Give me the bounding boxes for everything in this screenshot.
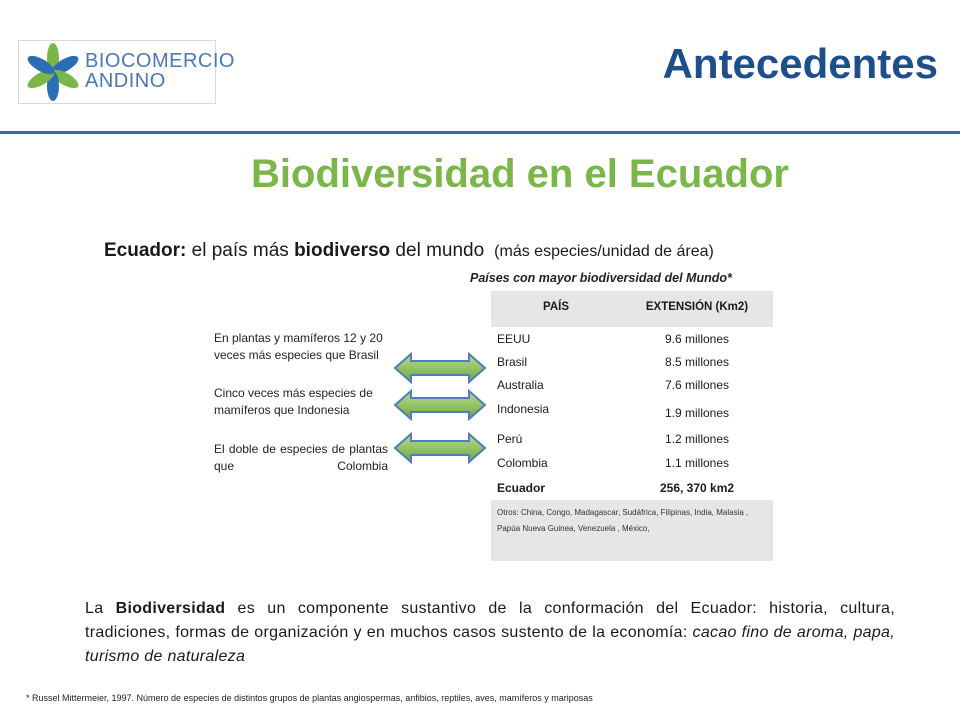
table-row [491, 355, 773, 375]
row-country: Indonesia [497, 402, 550, 416]
footnote: * Russel Mittermeier, 1997. Número de especies de distintos grupos de plantas angiospermas, anfibios, reptiles, aves, mamíferos y mariposas [26, 693, 593, 703]
table-row [491, 332, 773, 352]
header-country: PAÍS [543, 301, 569, 313]
table-row [491, 456, 773, 476]
logo-line-2: ANDINO [85, 70, 166, 92]
logo-text [85, 51, 235, 91]
row-country: Brasil [497, 355, 528, 369]
header-extent: EXTENSIÓN (Km2) [645, 301, 749, 313]
subtitle-note: (más especies/unidad de área) [494, 243, 714, 260]
paragraph-italic: cacao fino de aroma, papa, turismo de naturaleza [85, 624, 895, 665]
fact-indonesia: Cinco veces más especies de mamíferos que Indonesia [214, 386, 373, 417]
row-extent: 7.6 millones [664, 378, 730, 392]
row-country: Colombia [497, 456, 548, 470]
header-divider [0, 131, 960, 134]
row-extent: 1.2 millones [664, 432, 730, 446]
subtitle-bold: biodiverso [294, 240, 391, 261]
row-extent: 8.5 millones [664, 355, 730, 369]
subtitle-text-after: del mundo [390, 240, 485, 261]
row-country: Australia [497, 378, 544, 392]
double-arrow-icon [393, 388, 487, 422]
subtitle-text-before: el país más [186, 240, 295, 261]
double-arrow-icon [393, 351, 487, 385]
paragraph-part-1: La [85, 600, 116, 617]
paragraph-bold: Biodiversidad [115, 600, 226, 617]
section-title: Biodiversidad en el Ecuador [251, 152, 789, 196]
logo-line-1: BIOCOMERCIO [85, 50, 235, 72]
double-arrow-icon [393, 431, 487, 465]
biodiversity-table [491, 291, 773, 561]
row-country: EEUU [497, 332, 531, 346]
subtitle [104, 240, 714, 262]
table-row [491, 378, 773, 398]
others-text: Otros: China, Congo, Madagascar, Sudáfrica, Filipinas, India, Malasia , Papúa Nueva Guinea, Venezuela , México, [497, 508, 749, 533]
subtitle-country: Ecuador: [104, 240, 187, 261]
biodiversity-paragraph [85, 597, 895, 669]
row-extent: 1.9 millones [664, 406, 730, 420]
biocomercio-andino-logo [18, 40, 235, 104]
table-row [491, 432, 773, 452]
paragraph-part-2: es un componente sustantivo de la conformación del Ecuador: historia, cultura, tradiciones, formas de organización y en muchos casos sustento de la economía: [85, 600, 895, 641]
row-country: Perú [497, 432, 523, 446]
fact-brasil: En plantas y mamíferos 12 y 20 veces más especies que Brasil [214, 331, 383, 362]
leaf-star-icon [23, 43, 83, 101]
table-row-ecuador [491, 481, 773, 501]
table-others-cell [491, 500, 773, 561]
row-extent: 256, 370 km2 [659, 481, 735, 495]
table-row [491, 402, 773, 422]
row-extent: 9.6 millones [664, 332, 730, 346]
table-header [491, 291, 773, 327]
row-extent: 1.1 millones [664, 456, 730, 470]
fact-colombia: El doble de especies de plantas que Colombia [214, 442, 388, 473]
page-title: Antecedentes [662, 40, 938, 87]
table-caption: Países con mayor biodiversidad del Mundo* [470, 271, 732, 285]
row-country: Ecuador [497, 481, 546, 495]
